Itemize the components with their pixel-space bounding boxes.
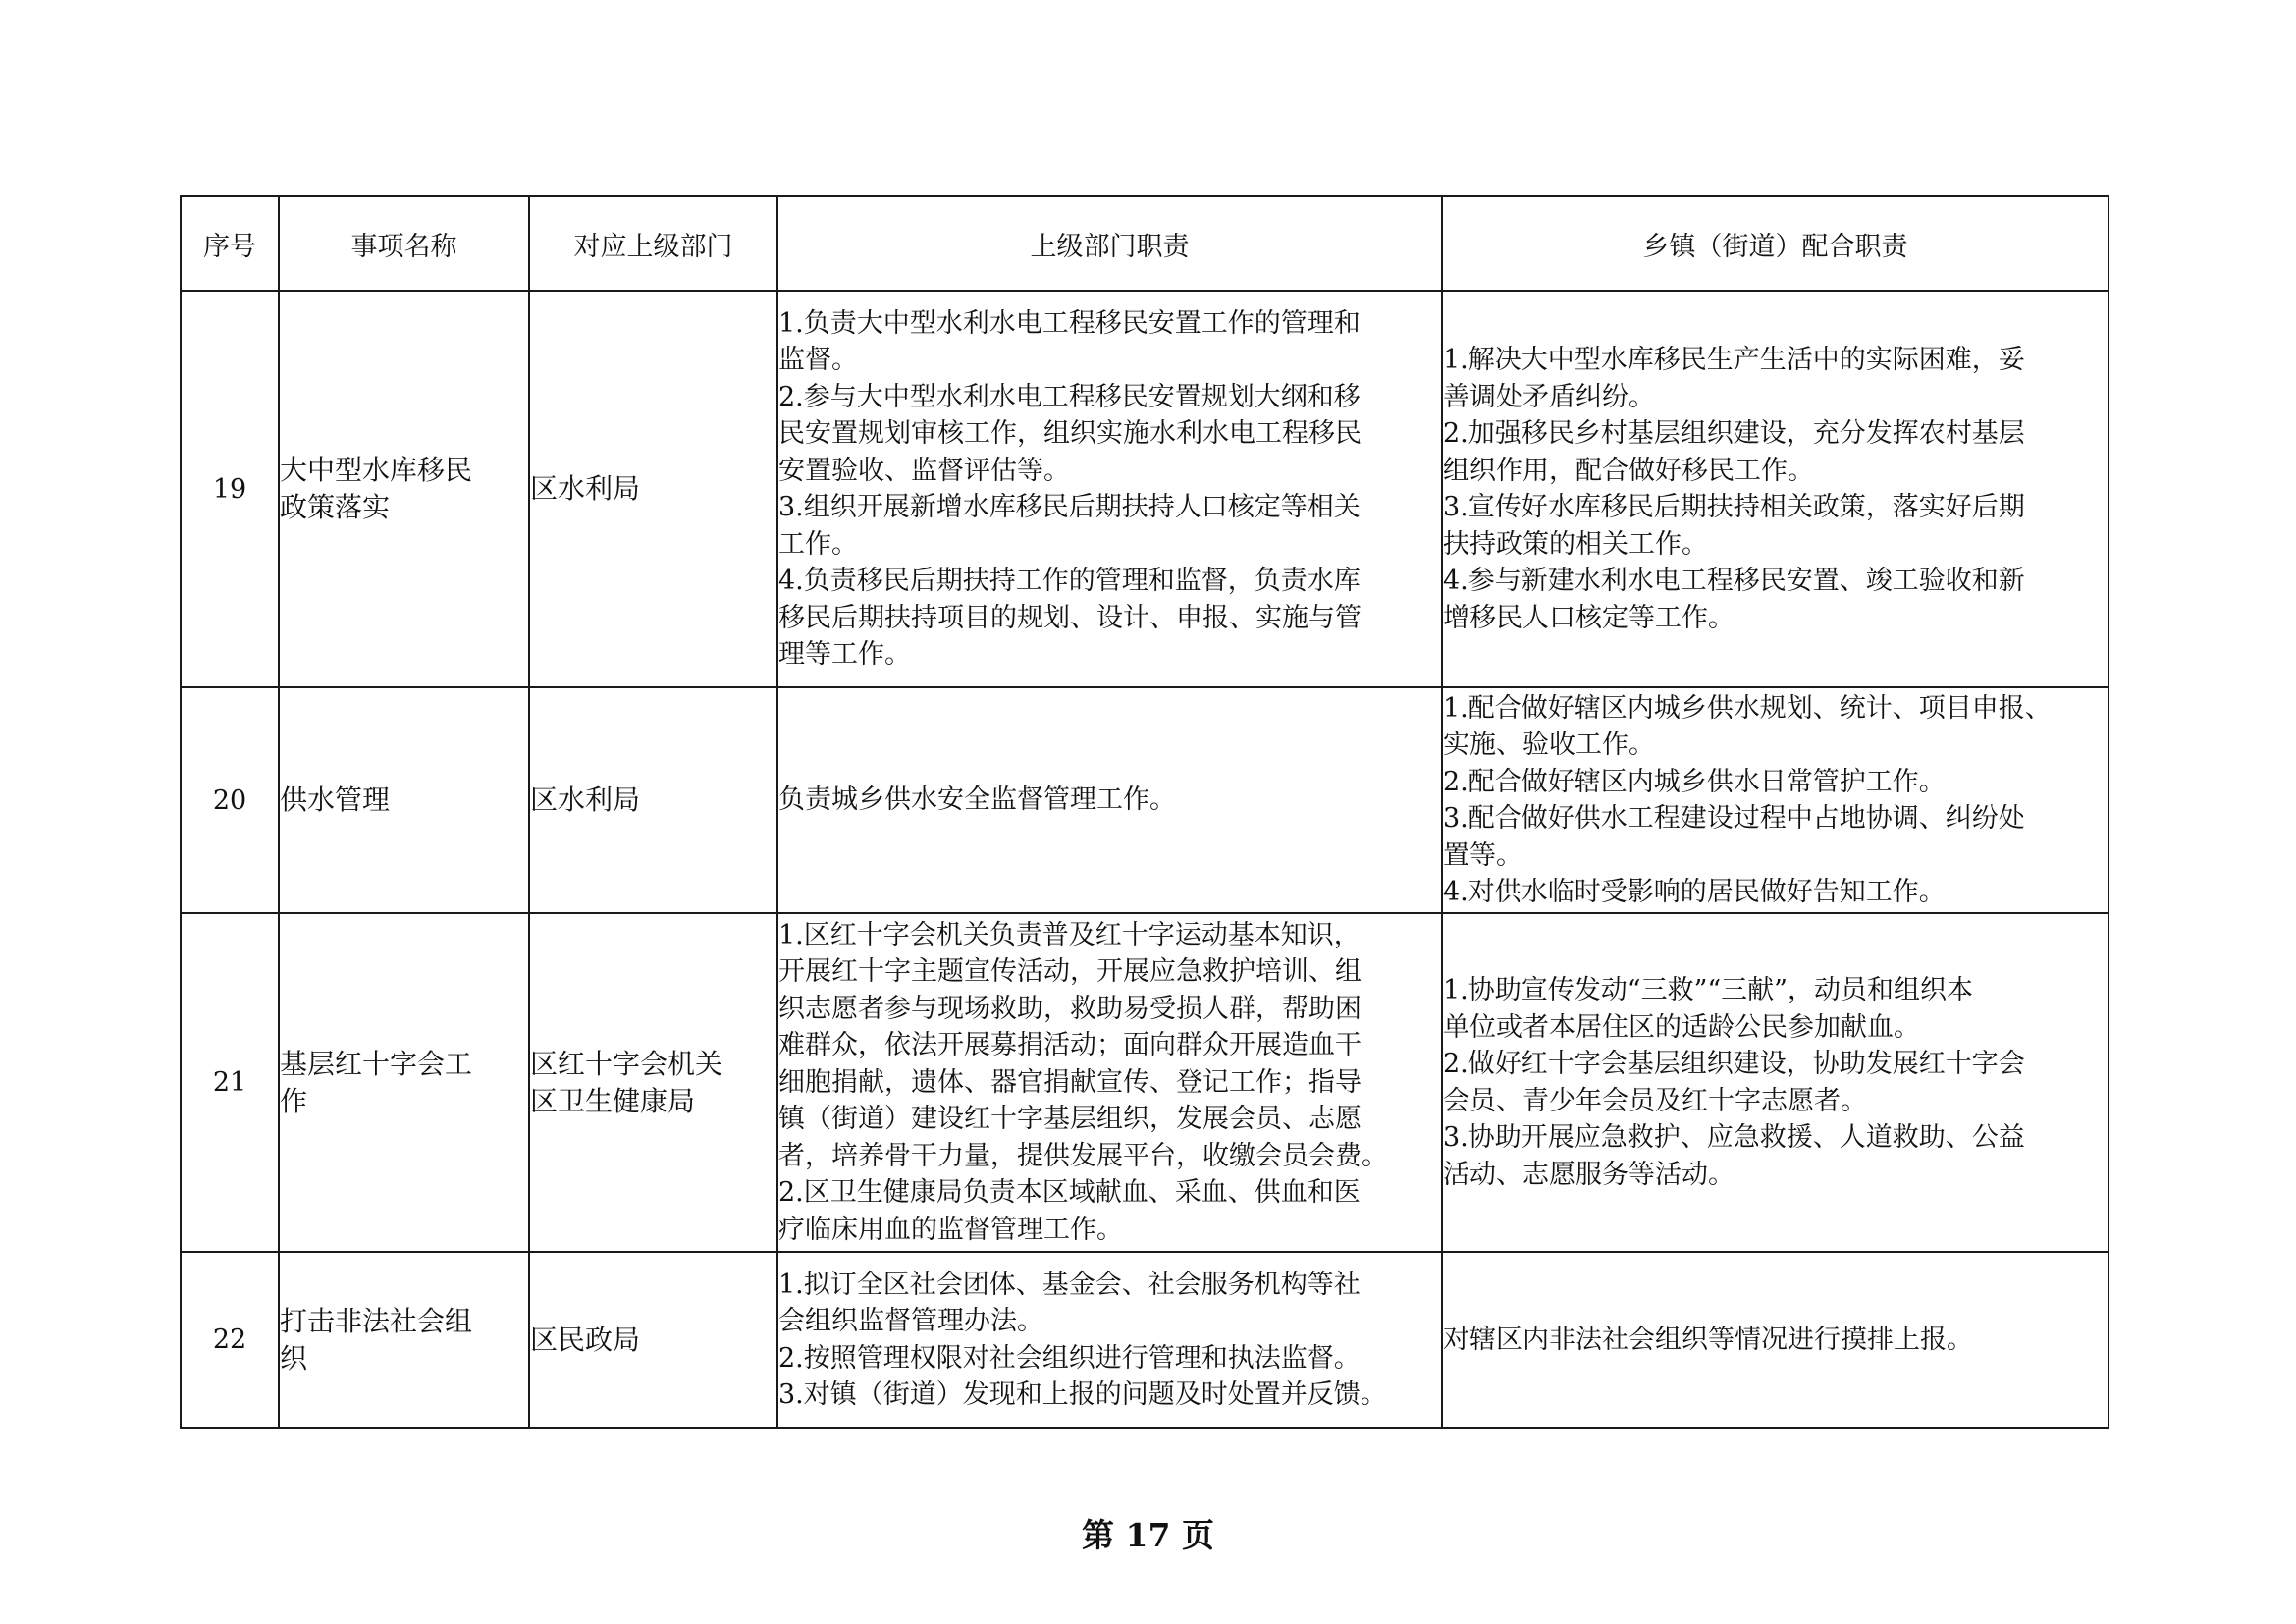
- row-upper-department-duties-line: 2.区卫生健康局负责本区域献血、采血、供血和医: [778, 1177, 1361, 1209]
- row-upper-department-duties-line: 3.对镇（街道）发现和上报的问题及时处置并反馈。: [778, 1380, 1387, 1410]
- row-item-name: [279, 913, 529, 1252]
- row-town-cooperation-duties: [1442, 913, 2109, 1252]
- row-item-name: [279, 687, 529, 913]
- row-upper-department-duties-line: 2.参与大中型水利水电工程移民安置规划大纲和移: [778, 381, 1361, 412]
- row-town-cooperation-duties-line: 增移民人口核定等工作。: [1443, 602, 1735, 633]
- row-item-name-line: 打击非法社会组: [280, 1304, 473, 1337]
- table-row: [181, 1252, 2109, 1428]
- row-town-cooperation-duties-line: 善调处矛盾纠纷。: [1443, 381, 1655, 412]
- row-serial-number: 20: [181, 687, 279, 913]
- row-upper-department-duties-line: 1.拟订全区社会团体、基金会、社会服务机构等社: [778, 1269, 1361, 1300]
- row-upper-department: [529, 687, 777, 913]
- row-town-cooperation-duties-line: 3.宣传好水库移民后期扶持相关政策，落实好后期: [1443, 492, 2025, 522]
- row-item-name-line: 政策落实: [280, 491, 391, 523]
- row-town-cooperation-duties-line: 单位或者本居住区的适龄公民参加献血。: [1443, 1011, 1920, 1043]
- row-upper-department-duties: [777, 291, 1442, 687]
- row-item-name: [279, 1252, 529, 1428]
- row-upper-department-duties-line: 2.按照管理权限对社会组织进行管理和执法监督。: [778, 1342, 1361, 1374]
- row-upper-department-duties-line: 移民后期扶持项目的规划、设计、申报、实施与管: [778, 602, 1362, 633]
- row-serial-number: 22: [181, 1252, 279, 1428]
- row-town-cooperation-duties-line: 1.协助宣传发动“三救”“三献”，动员和组织本: [1443, 975, 1973, 1005]
- row-town-cooperation-duties: [1442, 1252, 2109, 1428]
- table-row: [181, 291, 2109, 687]
- row-upper-department-duties-line: 镇（街道）建设红十字基层组织，发展会员、志愿: [778, 1104, 1362, 1135]
- duties-table: [180, 195, 2109, 1429]
- row-town-cooperation-duties-line: 组织作用，配合做好移民工作。: [1443, 455, 1814, 486]
- row-upper-department-duties-line: 安置验收、监督评估等。: [778, 455, 1070, 486]
- row-upper-department-line: 区水利局: [530, 472, 641, 505]
- row-town-cooperation-duties-line: 活动、志愿服务等活动。: [1443, 1159, 1735, 1190]
- row-upper-department-duties-line: 1.区红十字会机关负责普及红十字运动基本知识，: [778, 919, 1361, 950]
- row-upper-department-duties-line: 4.负责移民后期扶持工作的管理和监督，负责水库: [778, 566, 1361, 596]
- row-town-cooperation-duties-line: 3.协助开展应急救护、应急救援、人道救助、公益: [1443, 1122, 2025, 1153]
- row-item-name-line: 大中型水库移民: [280, 454, 473, 486]
- row-item-name: [279, 291, 529, 687]
- row-item-name-line: 织: [280, 1341, 308, 1375]
- row-upper-department-line: 区水利局: [530, 784, 641, 816]
- row-town-cooperation-duties-line: 1.解决大中型水库移民生产生活中的实际困难，妥: [1443, 345, 2025, 375]
- row-town-cooperation-duties-line: 4.对供水临时受影响的居民做好告知工作。: [1443, 877, 1946, 907]
- row-upper-department-duties-line: 1.负责大中型水利水电工程移民安置工作的管理和: [778, 307, 1361, 339]
- row-town-cooperation-duties-line: 2.加强移民乡村基层组织建设，充分发挥农村基层: [1443, 418, 2025, 449]
- row-upper-department: [529, 913, 777, 1252]
- row-upper-department-duties: [777, 1252, 1442, 1428]
- table-body: [181, 291, 2109, 1428]
- row-town-cooperation-duties-line: 扶持政策的相关工作。: [1443, 528, 1708, 560]
- row-town-cooperation-duties-line: 3.配合做好供水工程建设过程中占地协调、纠纷处: [1443, 803, 2025, 834]
- row-item-name-line: 基层红十字会工: [280, 1047, 473, 1080]
- row-upper-department: [529, 291, 777, 687]
- header-upper-department: 对应上级部门: [529, 196, 777, 291]
- row-serial-number: 21: [181, 913, 279, 1252]
- page-number: 第 17 页: [1082, 1516, 1214, 1554]
- row-serial-number: 19: [181, 291, 279, 687]
- header-upper-department-duties: 上级部门职责: [777, 196, 1442, 291]
- row-upper-department-duties-line: 3.组织开展新增水库移民后期扶持人口核定等相关: [778, 492, 1361, 522]
- row-upper-department-line: 区卫生健康局: [530, 1084, 696, 1117]
- header-town-cooperation-duties: 乡镇（街道）配合职责: [1442, 196, 2109, 291]
- header-item-name: 事项名称: [279, 196, 529, 291]
- row-town-cooperation-duties: [1442, 687, 2109, 913]
- row-town-cooperation-duties-line: 会员、青少年会员及红十字志愿者。: [1443, 1085, 1867, 1116]
- row-upper-department-duties-line: 监督。: [778, 345, 858, 375]
- row-town-cooperation-duties-line: 对辖区内非法社会组织等情况进行摸排上报。: [1443, 1324, 1973, 1355]
- row-upper-department-duties-line: 者，培养骨干力量，提供发展平台，收缴会员会费。: [778, 1140, 1388, 1171]
- row-upper-department-duties-line: 理等工作。: [778, 639, 911, 670]
- row-upper-department-duties: [777, 913, 1442, 1252]
- row-upper-department-duties-line: 负责城乡供水安全监督管理工作。: [778, 785, 1176, 816]
- row-upper-department-line: 区红十字会机关: [530, 1047, 723, 1080]
- row-item-name-line: 供水管理: [280, 784, 391, 816]
- row-upper-department: [529, 1252, 777, 1428]
- table-header-row: [181, 196, 2109, 291]
- row-upper-department-duties-line: 开展红十字主题宣传活动，开展应急救护培训、组: [778, 956, 1362, 988]
- row-town-cooperation-duties-line: 置等。: [1443, 839, 1522, 871]
- row-upper-department-duties-line: 工作。: [778, 528, 858, 560]
- row-town-cooperation-duties-line: 2.配合做好辖区内城乡供水日常管护工作。: [1443, 766, 1946, 797]
- row-upper-department-duties-line: 会组织监督管理办法。: [778, 1306, 1043, 1336]
- row-upper-department-duties-line: 织志愿者参与现场救助，救助易受损人群，帮助困: [778, 993, 1362, 1024]
- row-town-cooperation-duties-line: 实施、验收工作。: [1443, 730, 1655, 760]
- header-serial-number: 序号: [181, 196, 279, 291]
- row-upper-department-line: 区民政局: [530, 1323, 641, 1356]
- table-row: [181, 913, 2109, 1252]
- table-row: [181, 687, 2109, 913]
- row-upper-department-duties-line: 细胞捐献，遗体、器官捐献宣传、登记工作；指导: [778, 1066, 1362, 1098]
- row-upper-department-duties-line: 民安置规划审核工作，组织实施水利水电工程移民: [778, 418, 1362, 449]
- row-town-cooperation-duties-line: 2.做好红十字会基层组织建设，协助发展红十字会: [1443, 1049, 2025, 1079]
- row-upper-department-duties-line: 疗临床用血的监督管理工作。: [778, 1214, 1123, 1245]
- row-item-name-line: 作: [280, 1084, 308, 1117]
- row-upper-department-duties-line: 难群众，依法开展募捐活动；面向群众开展造血干: [778, 1030, 1362, 1061]
- row-town-cooperation-duties-line: 1.配合做好辖区内城乡供水规划、统计、项目申报、: [1443, 692, 2052, 724]
- row-town-cooperation-duties: [1442, 291, 2109, 687]
- row-town-cooperation-duties-line: 4.参与新建水利水电工程移民安置、竣工验收和新: [1443, 566, 2025, 596]
- row-upper-department-duties: [777, 687, 1442, 913]
